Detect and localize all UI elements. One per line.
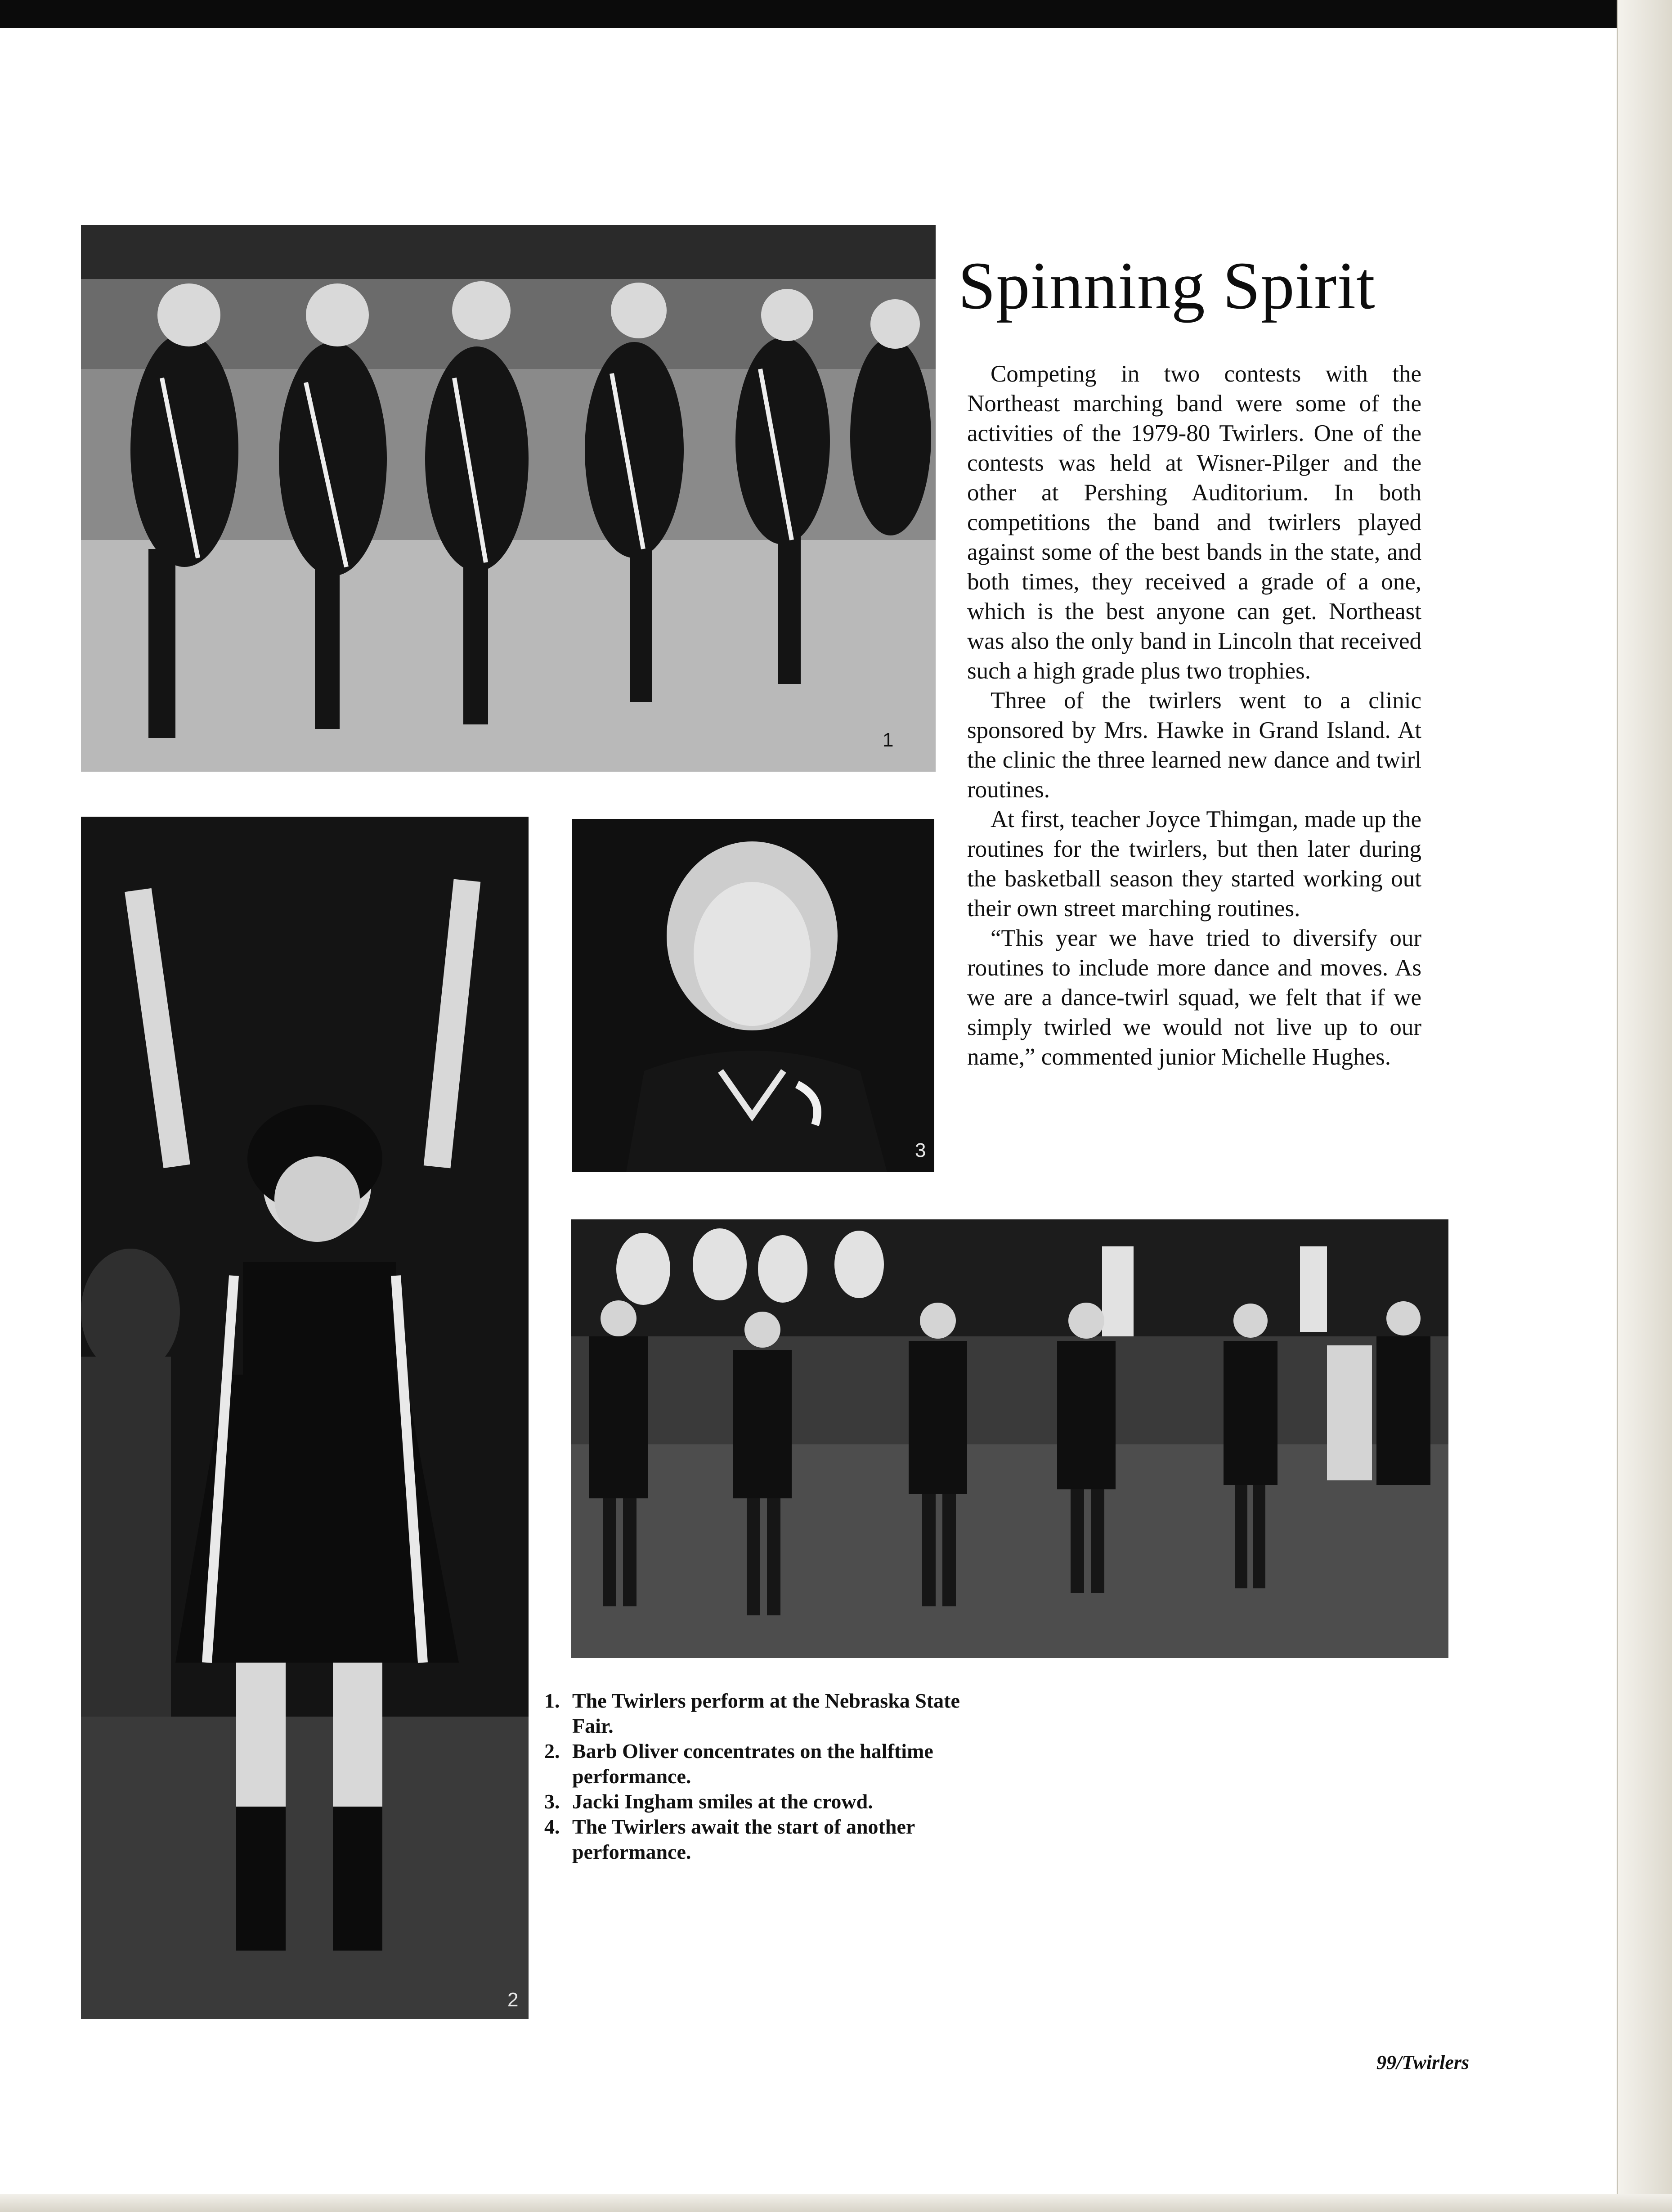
caption-item <box>544 1789 994 1814</box>
caption-item <box>544 1739 994 1789</box>
page-binding-edge <box>1617 0 1672 2212</box>
caption-number: 3. <box>544 1790 560 1813</box>
article-body <box>967 359 1421 1072</box>
photo-twirlers-waiting <box>571 1219 1448 1658</box>
caption-item <box>544 1688 994 1739</box>
article-title: Spinning Spirit <box>958 248 1376 323</box>
photo-2-image <box>81 817 529 2019</box>
caption-text: Jacki Ingham smiles at the crowd. <box>572 1790 873 1813</box>
article-paragraph: “This year we have tried to diversify our routines to include more dance and moves. As we are a dance-twirl squad, we felt that if we simply twirled we would not live up to our name,” commented junior Michelle Hughes. <box>967 925 1421 1070</box>
photo-captions <box>544 1688 994 1865</box>
photo-4-image <box>571 1219 1448 1658</box>
photo-jacki-ingham <box>572 819 934 1172</box>
photo-twirlers-marching <box>81 225 936 772</box>
caption-text: Barb Oliver concentrates on the halftime performance. <box>572 1740 933 1788</box>
photo-3-image <box>572 819 934 1172</box>
photo-1-image <box>81 225 936 772</box>
page-folio: 99/Twirlers <box>1376 2051 1470 2073</box>
photo-barb-oliver <box>81 817 529 2019</box>
caption-text: The Twirlers perform at the Nebraska State Fair. <box>572 1689 960 1737</box>
photo-number: 3 <box>915 1139 926 1161</box>
article-paragraph: Competing in two contests with the Northeast marching band were some of the activities of the 1979-80 Twirlers. One of the contests was held at Wisner-Pilger and the other at Pershing Auditorium. In both competitions the band and twirlers played against some of the best bands in the state, and both times, they received a grade of a one, which is the best anyone can get. Northeast was also the only band in Lincoln that received such a high grade plus two trophies. <box>967 361 1421 684</box>
caption-number: 1. <box>544 1689 560 1712</box>
caption-text: The Twirlers await the start of another performance. <box>572 1815 915 1863</box>
photo-number: 2 <box>507 1989 519 2011</box>
caption-number: 4. <box>544 1815 560 1838</box>
caption-item <box>544 1814 994 1865</box>
photo-number: 1 <box>883 729 894 751</box>
page-top-edge <box>0 0 1672 28</box>
caption-number: 2. <box>544 1740 560 1762</box>
article-paragraph: At first, teacher Joyce Thimgan, made up the routines for the twirlers, but then later during the basketball season they started working out their own street marching routines. <box>967 806 1421 922</box>
page-bottom-edge <box>0 2194 1672 2212</box>
article-paragraph: Three of the twirlers went to a clinic sponsored by Mrs. Hawke in Grand Island. At the clinic the three learned new dance and twirl routines. <box>967 688 1421 803</box>
